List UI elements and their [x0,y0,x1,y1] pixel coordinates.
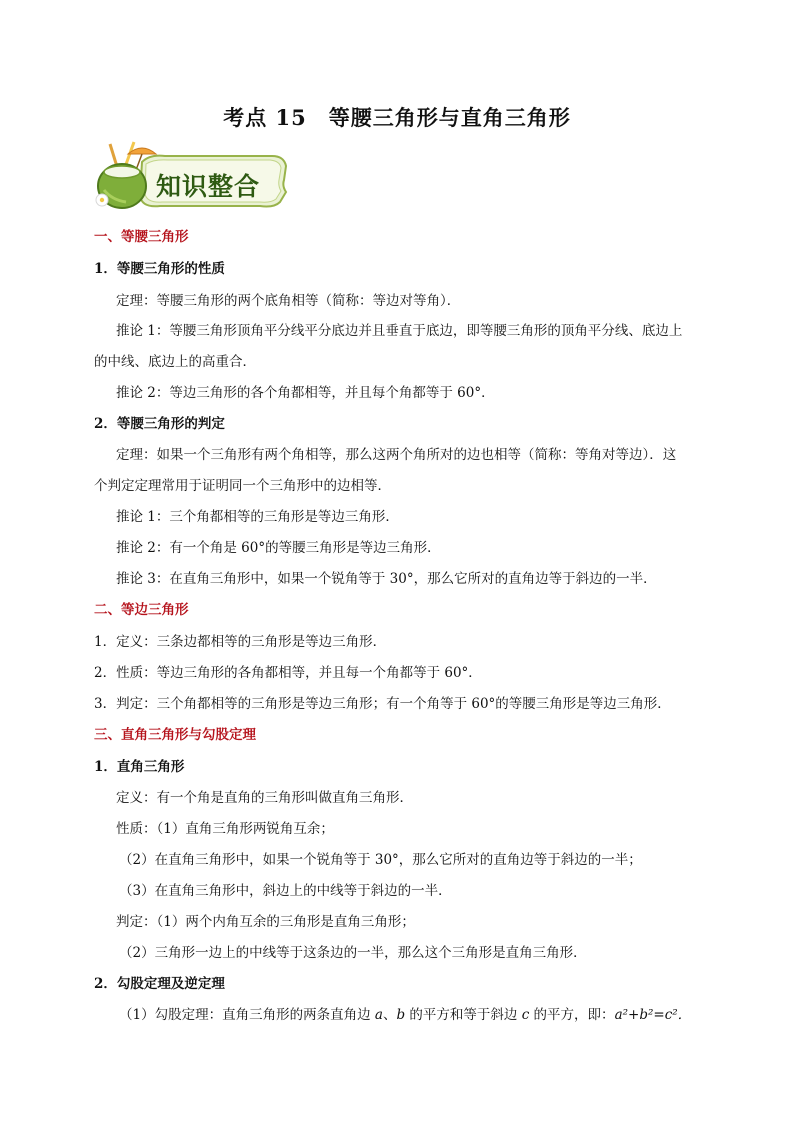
text-line: 定理：如果一个三角形有两个角相等，那么这两个角所对的边也相等（简称：等角对等边）．这 [116,447,677,463]
subsection-heading: 1．直角三角形 [94,759,185,775]
banner-label: 知识整合 [156,172,261,201]
text-span: 的平方和等于斜边 [405,1007,522,1023]
pythagorean-theorem-line [119,1006,691,1024]
formula: a²+b²=c²． [614,1007,692,1023]
text-span: （1）勾股定理：直角三角形的两条直角边 [119,1007,375,1023]
subsection-heading: 1．等腰三角形的性质 [94,261,225,277]
page-title: 考点 15 等腰三角形与直角三角形 [223,105,571,130]
text-line: 性质：（1）直角三角形两锐角互余； [116,821,334,837]
variable-b: b [396,1007,406,1023]
section-heading: 一、等腰三角形 [94,229,189,245]
text-span: 的平方，即： [529,1007,615,1023]
variable-c: c [521,1007,530,1023]
text-line: 推论 2：有一个角是 60°的等腰三角形是等边三角形． [116,540,441,556]
text-line: （2）三角形一边上的中线等于这条边的一半，那么这个三角形是直角三角形． [119,945,587,961]
subsection-heading: 2．等腰三角形的判定 [94,416,225,432]
text-line: 推论 2：等边三角形的各个角都相等，并且每个角都等于 60°． [116,385,495,401]
knowledge-banner [90,140,290,220]
text-line: （2）在直角三角形中，如果一个锐角等于 30°，那么它所对的直角边等于斜边的一半； [119,852,642,868]
list-item: 1．定义：三条边都相等的三角形是等边三角形． [94,634,387,650]
text-line: （3）在直角三角形中，斜边上的中线等于斜边的一半． [119,883,452,899]
list-item: 2．性质：等边三角形的各角都相等，并且每一个角都等于 60°． [94,665,482,681]
section-heading: 三、直角三角形与勾股定理 [94,727,256,743]
subsection-heading: 2．勾股定理及逆定理 [94,976,225,992]
text-line: 推论 3：在直角三角形中，如果一个锐角等于 30°，那么它所对的直角边等于斜边的一半． [116,571,657,587]
text-line: 推论 1：三个角都相等的三角形是等边三角形． [116,509,399,525]
text-line: 定理：等腰三角形的两个底角相等（简称：等边对等角）． [116,293,461,309]
text-line: 推论 1：等腰三角形顶角平分线平分底边并且垂直于底边，即等腰三角形的顶角平分线、底边上 [116,323,683,339]
section-heading: 二、等边三角形 [94,602,189,618]
list-item: 3．判定：三个角都相等的三角形是等边三角形；有一个角等于 60°的等腰三角形是等边三角形． [94,696,671,712]
text-line: 判定：（1）两个内角互余的三角形是直角三角形； [116,914,415,930]
text-line: 个判定定理常用于证明同一个三角形中的边相等． [94,478,391,494]
text-line: 定义：有一个角是直角的三角形叫做直角三角形． [116,790,413,806]
variable-a: a [374,1007,383,1023]
text-line: 的中线、底边上的高重合． [94,354,256,370]
text-span: 、 [382,1007,397,1023]
